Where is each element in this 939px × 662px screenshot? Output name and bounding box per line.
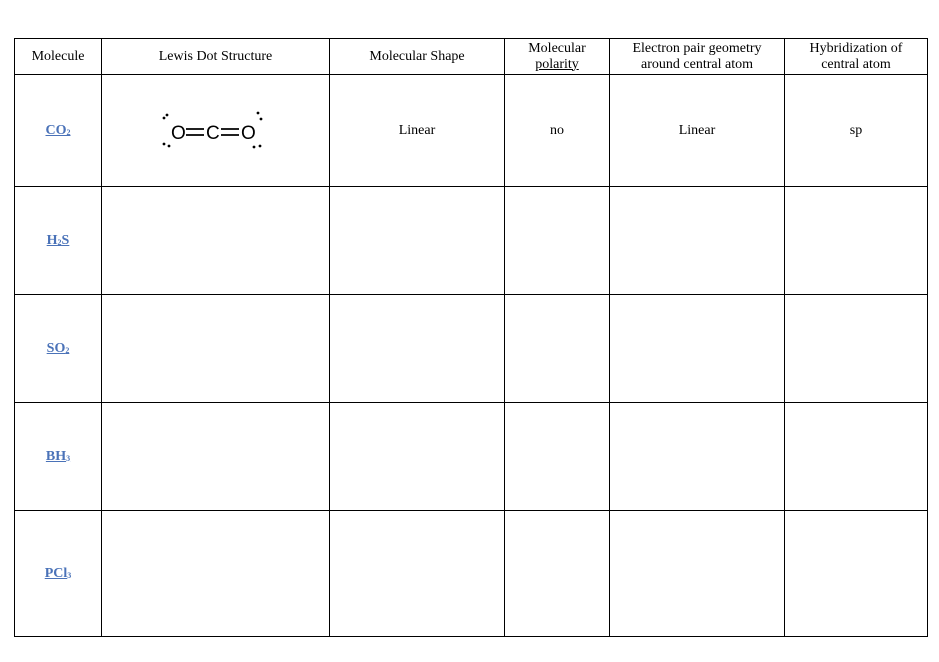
cell-molecule xyxy=(15,403,102,511)
cell-hybridization[interactable] xyxy=(785,187,928,295)
cell-hybridization[interactable] xyxy=(785,295,928,403)
cell-molecule xyxy=(15,295,102,403)
cell-polarity[interactable] xyxy=(505,511,610,637)
cell-geometry[interactable] xyxy=(610,511,785,637)
lewis-atom-left: O xyxy=(170,122,186,144)
cell-geometry[interactable] xyxy=(610,403,785,511)
cell-molecule xyxy=(15,75,102,187)
cell-polarity: no xyxy=(505,75,610,187)
cell-geometry[interactable] xyxy=(610,187,785,295)
cell-polarity[interactable] xyxy=(505,187,610,295)
cell-shape[interactable] xyxy=(330,511,505,637)
lewis-structure-co2 xyxy=(151,106,281,156)
lewis-atom-right: O xyxy=(240,122,256,144)
cell-shape[interactable] xyxy=(330,187,505,295)
cell-shape[interactable] xyxy=(330,403,505,511)
molecule-link-pcl3[interactable]: PCl$_3$ xyxy=(44,565,72,581)
cell-lewis[interactable] xyxy=(102,403,330,511)
header-lewis: Lewis Dot Structure xyxy=(102,39,330,75)
cell-hybridization: sp xyxy=(785,75,928,187)
cell-lewis xyxy=(102,75,330,187)
molecule-table xyxy=(14,38,928,637)
header-shape: Molecular Shape xyxy=(330,39,505,75)
header-geometry-line2: around central atom xyxy=(641,56,753,72)
lewis-atom-center: C xyxy=(205,122,220,144)
cell-lewis[interactable] xyxy=(102,295,330,403)
cell-geometry: Linear xyxy=(610,75,785,187)
header-polarity-line1: Molecular xyxy=(528,40,586,56)
cell-shape[interactable] xyxy=(330,295,505,403)
header-polarity xyxy=(505,39,610,75)
table-row-co2 xyxy=(15,75,928,187)
header-geometry-line1: Electron pair geometry xyxy=(632,40,762,56)
cell-polarity[interactable] xyxy=(505,295,610,403)
header-row xyxy=(15,39,928,75)
header-geometry xyxy=(610,39,785,75)
header-polarity-line2: polarity xyxy=(535,56,579,72)
table-row-h2s xyxy=(15,187,928,295)
cell-polarity[interactable] xyxy=(505,403,610,511)
table-row-bh3 xyxy=(15,403,928,511)
cell-shape: Linear xyxy=(330,75,505,187)
cell-lewis[interactable] xyxy=(102,511,330,637)
molecule-link-so2[interactable]: $SO_2$ xyxy=(46,340,70,356)
cell-hybridization[interactable] xyxy=(785,511,928,637)
table-row-pcl3 xyxy=(15,511,928,637)
header-hybridization xyxy=(785,39,928,75)
cell-hybridization[interactable] xyxy=(785,403,928,511)
molecule-link-co2[interactable]: $CO_2$ xyxy=(45,122,71,138)
molecule-link-h2s[interactable]: $H_2S$ xyxy=(46,232,70,248)
cell-molecule xyxy=(15,187,102,295)
header-molecule: Molecule xyxy=(15,39,102,75)
cell-geometry[interactable] xyxy=(610,295,785,403)
cell-molecule xyxy=(15,511,102,637)
molecule-link-bh3[interactable]: $BH_3$ xyxy=(45,448,71,464)
lone-pair-dots-left xyxy=(162,113,170,147)
cell-lewis[interactable] xyxy=(102,187,330,295)
header-hybridization-line1: Hybridization of xyxy=(809,40,903,56)
table-row-so2 xyxy=(15,295,928,403)
header-hybridization-line2: central atom xyxy=(821,56,891,72)
